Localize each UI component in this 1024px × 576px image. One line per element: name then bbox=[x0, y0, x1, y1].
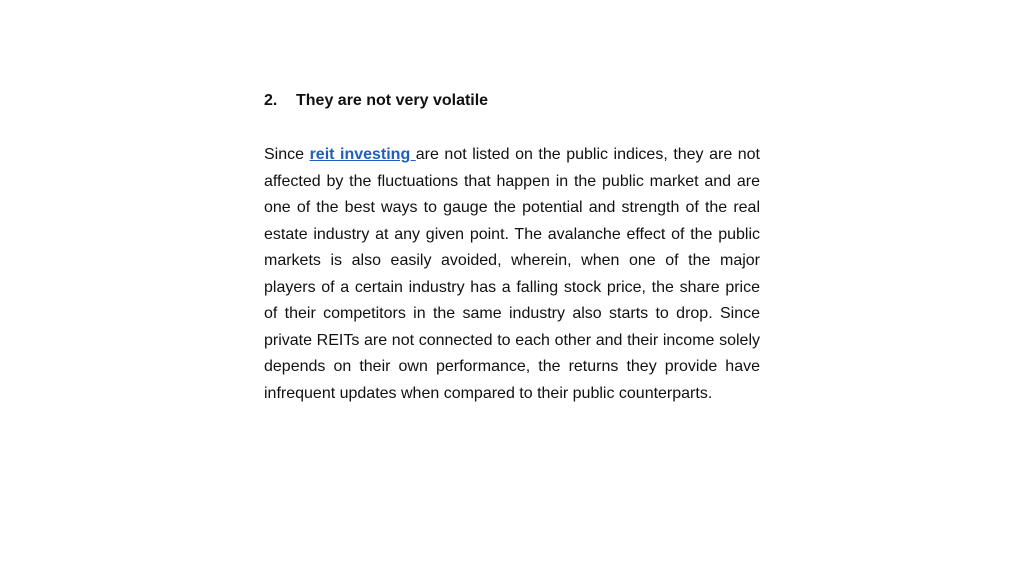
reit-investing-link[interactable]: reit investing bbox=[309, 146, 416, 163]
body-paragraph bbox=[264, 142, 760, 407]
section-heading bbox=[264, 89, 760, 113]
text-block bbox=[264, 89, 760, 407]
paragraph-prefix: Since bbox=[264, 146, 310, 163]
section-number: 2. bbox=[264, 92, 278, 109]
paragraph-body: are not listed on the public indices, they are not affected by the fluctuations that happen in the public market and are one of the best ways to gauge the potential and strength of the real estate industry at any given point. The avalanche effect of the public markets is also easily avoided, wherein, when one of the major players of a certain industry has a falling stock price, the share price of their competitors in the same industry also starts to drop. Since private REITs are not connected to each other and their income solely depends on their own performance, the returns they provide have infrequent updates when compared to their public counterparts. bbox=[264, 146, 760, 402]
section-title: They are not very volatile bbox=[296, 92, 489, 109]
